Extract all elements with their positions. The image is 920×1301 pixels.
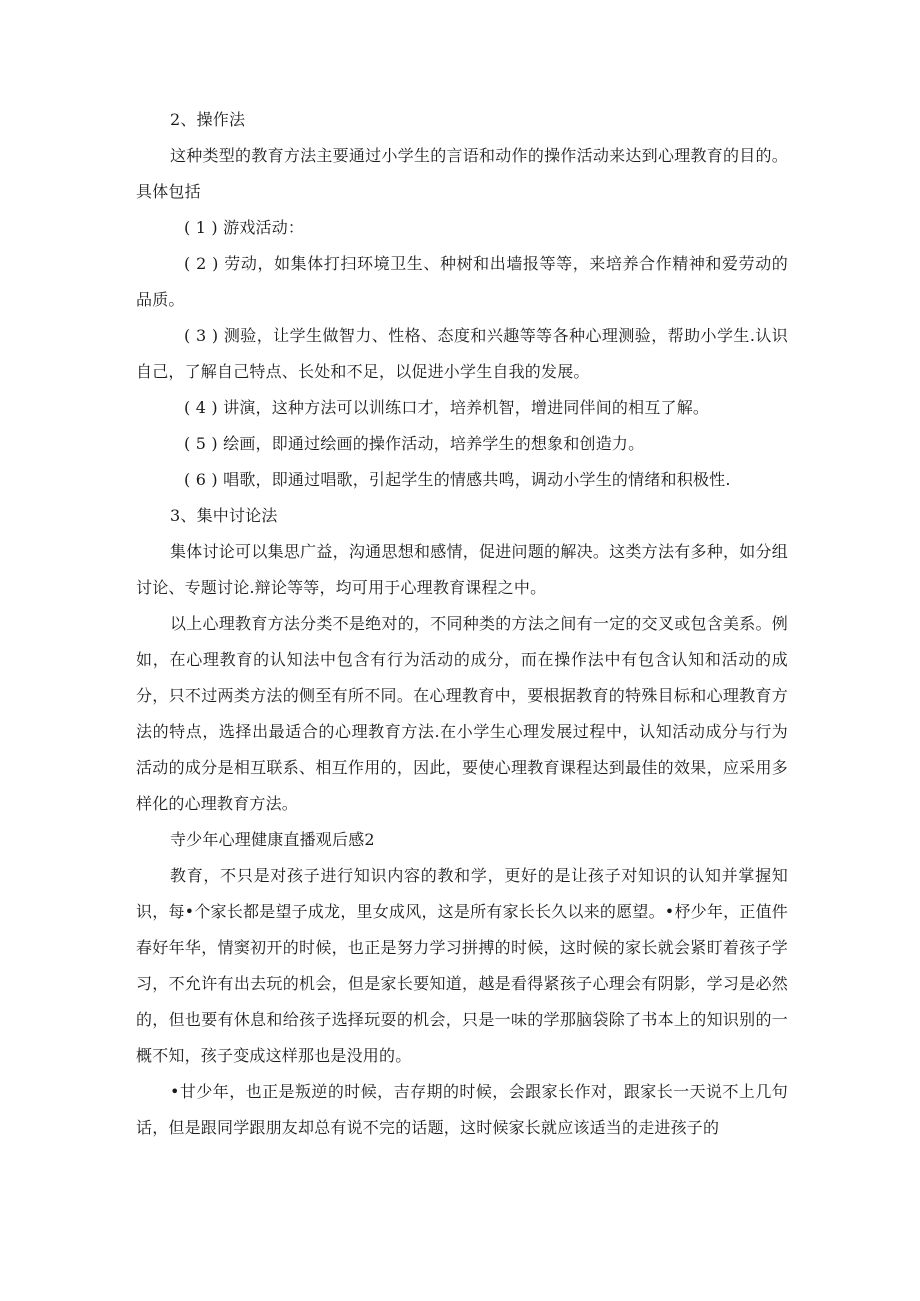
- paragraph-summary: 以上心理教育方法分类不是绝对的，不同种类的方法之间有一定的交叉或包含美系。例如，在心理教育的认知法中包含有行为活动的成分，而在操作法中有包含认知和活动的成分，只不过两类方法的侧至有所不同。在心理教育中，要根据教育的特殊目标和心理教育方法的特点，选择出最适合的心理教育方法.在小学生心理发展过程中，认知活动成分与行为活动的成分是相互联系、相互作用的，因此，要使心理教育课程达到最佳的效果，应采用多样化的心理教育方法。: [136, 614, 788, 813]
- paragraph-discussion: 集体讨论可以集思广益，沟通思想和感情，促进问题的解决。这类方法有多种，如分组讨论、专题讨论.辩论等等，均可用于心理教育课程之中。: [136, 542, 788, 597]
- section-heading-discussion: 3、集中讨论法: [170, 506, 278, 525]
- list-item-drawing: ( 5 ) 绘画，即通过绘画的操作活动，培养学生的想象和创造力。: [184, 434, 645, 453]
- list-item-speech: ( 4 ) 讲演，这种方法可以训练口才，培养机智，增进同伴间的相互了解。: [184, 398, 710, 417]
- list-item-singing: ( 6 ) 唱歌，即通过唱歌，引起学生的情感共鸣，调动小学生的情绪和积极性.: [184, 470, 731, 489]
- list-item-labor: ( 2 ) 劳动，如集体打扫环境卫生、种树和出墙报等等，来培养合作精神和爱劳动的品质。: [136, 254, 788, 309]
- paragraph-operation-intro: 这种类型的教育方法主要通过小学生的言语和动作的操作活动来达到心理教育的目的。具体包括: [136, 146, 788, 201]
- article-title: 寺少年心理健康直播观后感2: [170, 830, 375, 849]
- paragraph-education: 教育，不只是对孩子进行知识内容的教和学，更好的是让孩子对知识的认知并掌握知识，每•个家长都是望子成龙，里女成风，这是所有家长长久以来的愿望。•杼少年，正值件春好年华，情窦初开的时候，也正是努力学习拼搏的时候，这时候的家长就会紧盯着孩子学习，不允许有出去玩的机会，但是家长要知道，越是看得紧孩子心理会有阴影，学习是必然的，但也要有休息和给孩子选择玩耍的机会，只是一味的学那脑袋除了书本上的知识别的一概不知，孩子变成这样那也是没用的。: [136, 866, 788, 1065]
- paragraph-youth: •甘少年，也正是叛逆的时候，吉存期的时候，会跟家长作对，跟家长一天说不上几句话，但是跟同学跟朋友却总有说不完的话题，这时候家长就应该适当的走进孩子的: [136, 1082, 788, 1137]
- list-item-tests: ( 3 ) 测验，让学生做智力、性格、态度和兴趣等等各种心理测验，帮助小学生.认识自己，了解自己特点、长处和不足，以促进小学生自我的发展。: [136, 326, 788, 381]
- list-item-games: ( 1 ) 游戏活动：: [184, 218, 305, 237]
- document-body: [136, 102, 788, 1146]
- section-heading-operation: 2、操作法: [170, 110, 246, 129]
